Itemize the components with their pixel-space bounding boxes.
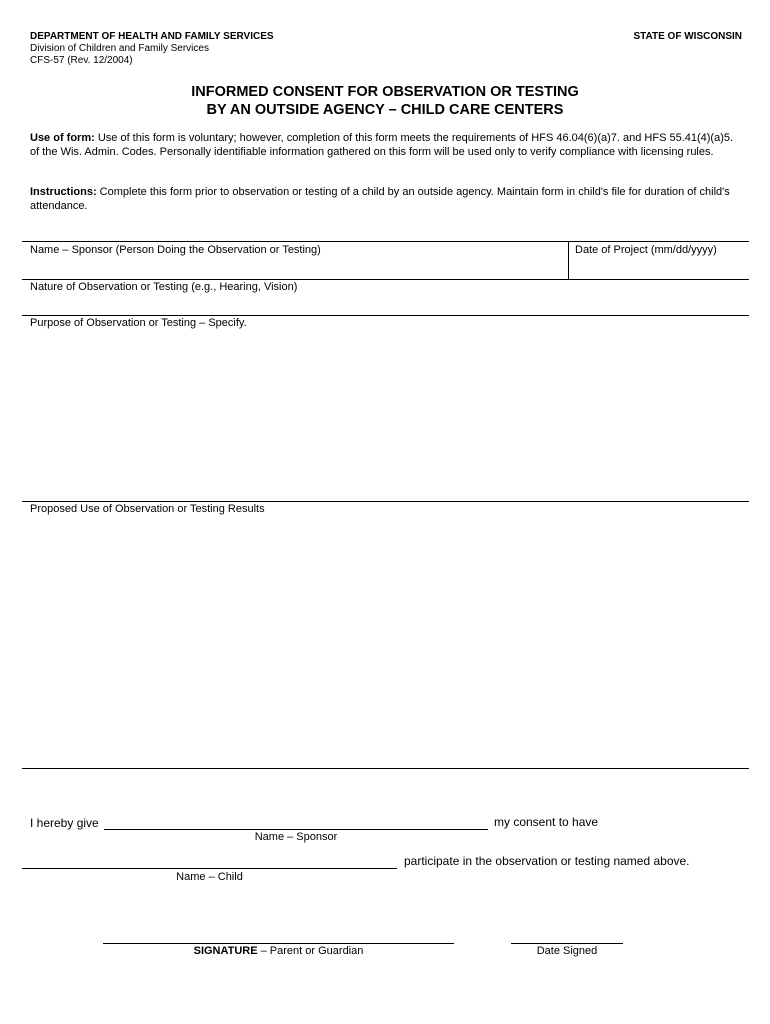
sponsor-name-caption: Name – Sponsor [254, 831, 338, 843]
row-divider-3 [22, 501, 749, 502]
instructions-paragraph [30, 185, 736, 213]
form-title-line-2: BY AN OUTSIDE AGENCY – CHILD CARE CENTERS [206, 102, 564, 118]
nature-of-testing-field[interactable]: Nature of Observation or Testing (e.g., Hearing, Vision) [30, 281, 298, 293]
department-name: DEPARTMENT OF HEALTH AND FAMILY SERVICES [30, 31, 274, 42]
signature-line[interactable] [103, 943, 454, 944]
state-name: STATE OF WISCONSIN [633, 31, 742, 42]
division-name: Division of Children and Family Services [30, 43, 209, 54]
date-signed-line[interactable] [511, 943, 623, 944]
table-bottom-rule [22, 768, 749, 769]
date-signed-caption: Date Signed [536, 945, 598, 957]
table-top-rule [22, 241, 749, 242]
use-of-form-paragraph [30, 131, 736, 159]
use-of-form-text: Use of this form is voluntary; however, completion of this form meets the requirements of HFS 46.04(6)(a)7. and HFS 55.41(4)(a)5. of the Wis. Admin. Codes. Personally identifiable information gathered on this form will be used only to verify compliance with licensing rules. [30, 132, 734, 158]
use-of-form-label: Use of form: [30, 132, 95, 144]
purpose-of-testing-field[interactable]: Purpose of Observation or Testing – Specify. [30, 317, 247, 329]
form-number: CFS-57 (Rev. 12/2004) [30, 55, 133, 66]
row-divider-1 [22, 279, 749, 280]
row-divider-2 [22, 315, 749, 316]
signature-caption [103, 945, 454, 957]
proposed-use-field[interactable]: Proposed Use of Observation or Testing Results [30, 503, 265, 515]
instructions-label: Instructions: [30, 186, 97, 198]
date-of-project-field[interactable]: Date of Project (mm/dd/yyyy) [575, 244, 717, 256]
signature-label-rest: – Parent or Guardian [257, 945, 364, 957]
my-consent-text: my consent to have [494, 815, 599, 829]
signature-label: SIGNATURE [193, 945, 258, 957]
instructions-text: Complete this form prior to observation or testing of a child by an outside agency. Maintain form in child's file for duration of child's attendance. [30, 186, 730, 212]
name-sponsor-field[interactable]: Name – Sponsor (Person Doing the Observation or Testing) [30, 244, 321, 256]
child-name-line[interactable] [22, 868, 397, 869]
child-name-caption: Name – Child [176, 871, 243, 883]
column-divider [568, 241, 569, 279]
i-hereby-give-text: I hereby give [30, 816, 99, 830]
sponsor-name-line[interactable] [104, 829, 488, 830]
form-title-line-1: INFORMED CONSENT FOR OBSERVATION OR TESTING [191, 84, 579, 100]
participate-text: participate in the observation or testing named above. [404, 854, 690, 868]
